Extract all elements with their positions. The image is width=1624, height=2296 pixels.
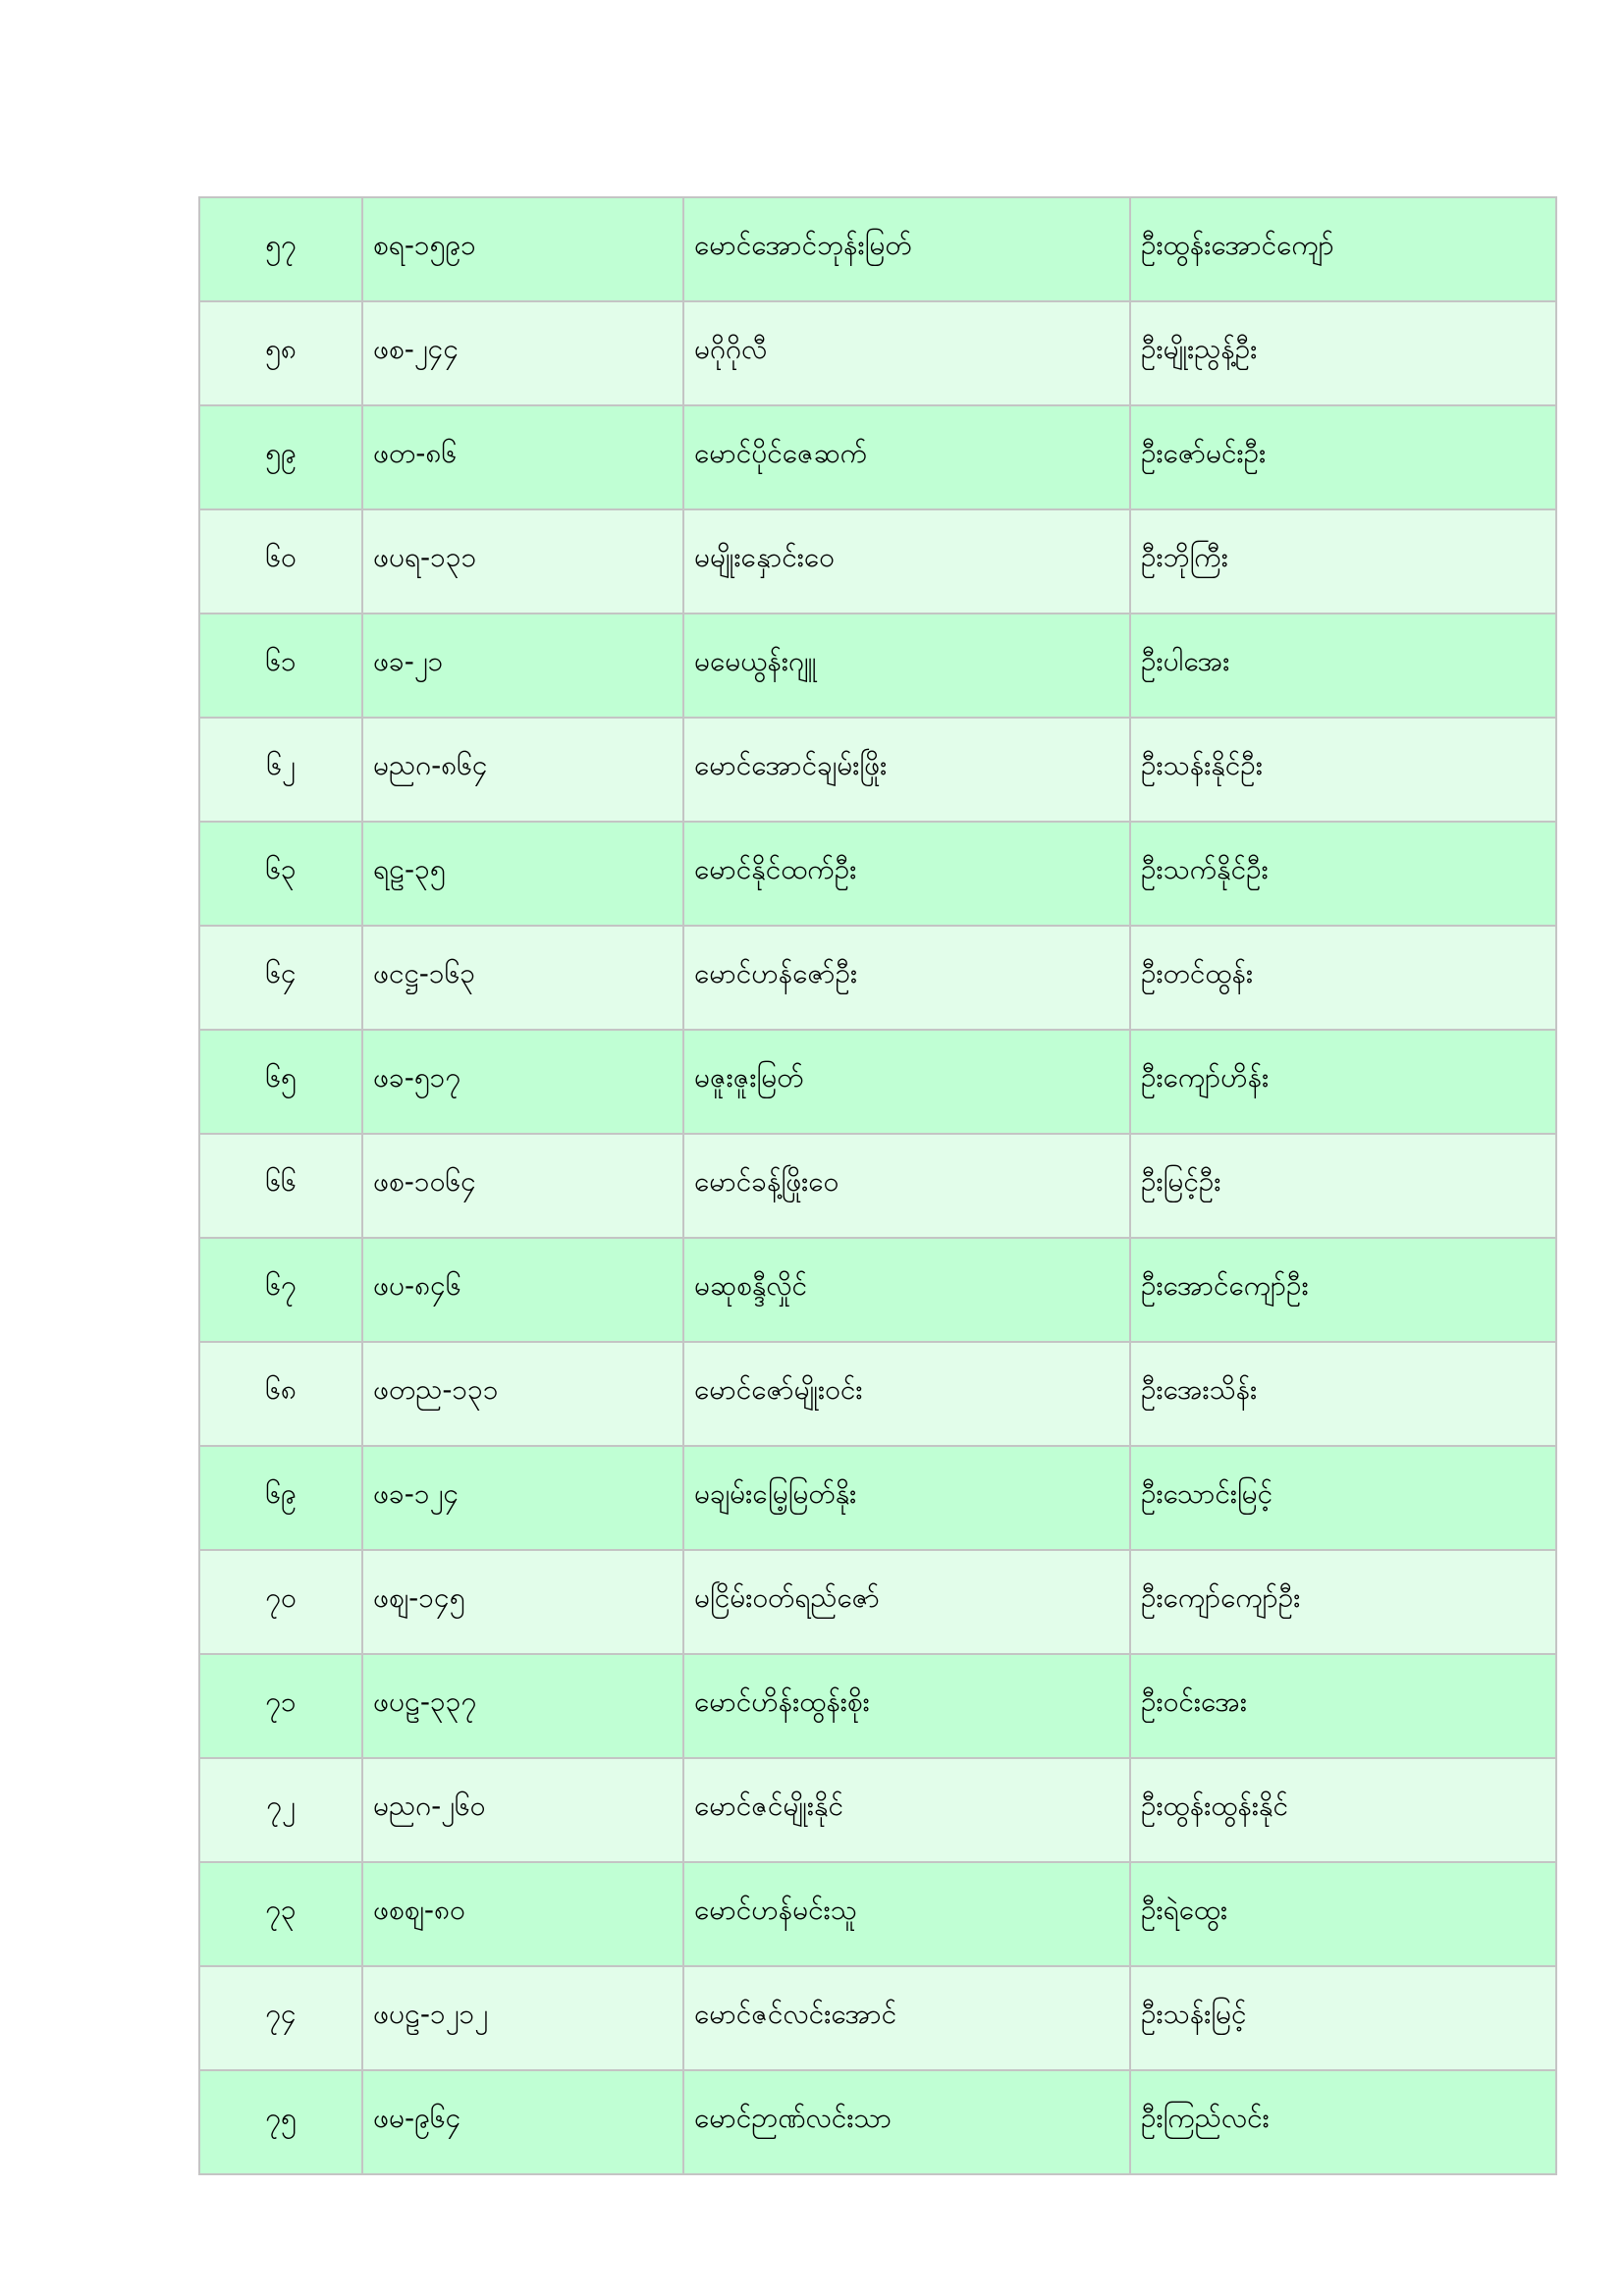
student-name-cell: မောင်ဉာဏ်လင်းသာ [683, 2070, 1130, 2174]
registration-code-cell: ဖငဋ္ဌ-၁၆၃ [362, 926, 683, 1030]
registration-code-cell: ဖပဠ-၁၂၁၂ [362, 1966, 683, 2070]
table-row [199, 1550, 1556, 1654]
student-name-cell: မဂိုဂိုလီ [683, 301, 1130, 405]
father-name-cell: ဦးပါအေး [1130, 614, 1556, 718]
table-row [199, 1342, 1556, 1446]
table-row [199, 509, 1556, 614]
student-table [198, 196, 1557, 2175]
row-number-cell: ၇၁ [199, 1654, 362, 1758]
registration-code-cell: ဖခ-၂၁ [362, 614, 683, 718]
registration-code-cell: ရဠ-၃၅ [362, 822, 683, 926]
father-name-cell: ဦးထွန်းအောင်ကျော် [1130, 197, 1556, 301]
student-name-cell: မငြိမ်းဝတ်ရည်ဇော် [683, 1550, 1130, 1654]
registration-code-cell: ဖစျ-၁၄၅ [362, 1550, 683, 1654]
registration-code-cell: ဖပ-၈၄၆ [362, 1238, 683, 1342]
student-name-cell: မဇူးဇူးမြတ် [683, 1030, 1130, 1134]
father-name-cell: ဦးဘိုကြီး [1130, 509, 1556, 614]
father-name-cell: ဦးတင်ထွန်း [1130, 926, 1556, 1030]
registration-code-cell: မညဂ-၈၆၄ [362, 718, 683, 822]
student-name-cell: မောင်ဇော်မျိုးဝင်း [683, 1342, 1130, 1446]
registration-code-cell: ဖစ-၂၄၄ [362, 301, 683, 405]
student-name-cell: မောင်ဟိန်းထွန်းစိုး [683, 1654, 1130, 1758]
row-number-cell: ၆၄ [199, 926, 362, 1030]
table-row [199, 1862, 1556, 1966]
row-number-cell: ၇၄ [199, 1966, 362, 2070]
table-row [199, 1238, 1556, 1342]
father-name-cell: ဦးရဲထွေး [1130, 1862, 1556, 1966]
student-name-cell: မောင်အောင်ချမ်းဖြိုး [683, 718, 1130, 822]
student-name-cell: မောင်အောင်ဘုန်းမြတ် [683, 197, 1130, 301]
table-row [199, 1446, 1556, 1550]
registration-code-cell: ဖတ-၈၆ [362, 405, 683, 509]
student-name-cell: မောင်ဇင်လင်းအောင် [683, 1966, 1130, 2070]
row-number-cell: ၆၀ [199, 509, 362, 614]
row-number-cell: ၇၂ [199, 1758, 362, 1862]
father-name-cell: ဦးသန်းနိုင်ဦး [1130, 718, 1556, 822]
father-name-cell: ဦးသက်နိုင်ဦး [1130, 822, 1556, 926]
registration-code-cell: ဖမ-၉၆၄ [362, 2070, 683, 2174]
student-name-cell: မောင်ခန့်ဖြိုးဝေ [683, 1134, 1130, 1238]
table-row [199, 926, 1556, 1030]
father-name-cell: ဦးကြည်လင်း [1130, 2070, 1556, 2174]
father-name-cell: ဦးကျော်ကျော်ဦး [1130, 1550, 1556, 1654]
father-name-cell: ဦးမြင့်ဦး [1130, 1134, 1556, 1238]
row-number-cell: ၇၀ [199, 1550, 362, 1654]
student-name-cell: မောင်ဟန်ဇော်ဦး [683, 926, 1130, 1030]
table-row [199, 1134, 1556, 1238]
row-number-cell: ၆၈ [199, 1342, 362, 1446]
student-name-cell: မမေယွန်းဂျူ [683, 614, 1130, 718]
row-number-cell: ၅၉ [199, 405, 362, 509]
table-row [199, 1758, 1556, 1862]
student-name-cell: မောင်ဟန်မင်းသူ [683, 1862, 1130, 1966]
table-row [199, 301, 1556, 405]
father-name-cell: ဦးဝင်းအေး [1130, 1654, 1556, 1758]
father-name-cell: ဦးကျော်ဟိန်း [1130, 1030, 1556, 1134]
father-name-cell: ဦးသောင်းမြင့် [1130, 1446, 1556, 1550]
registration-code-cell: မညဂ-၂၆၀ [362, 1758, 683, 1862]
student-name-cell: မောင်နိုင်ထက်ဦး [683, 822, 1130, 926]
row-number-cell: ၆၃ [199, 822, 362, 926]
registration-code-cell: ဖပဠ-၃၃၇ [362, 1654, 683, 1758]
registration-code-cell: ဖပရ-၁၃၁ [362, 509, 683, 614]
student-name-cell: မောင်ဇင်မျိုးနိုင် [683, 1758, 1130, 1862]
student-name-cell: မမျိုးနှောင်းဝေ [683, 509, 1130, 614]
student-name-cell: မဆုစန္ဒီလှိုင် [683, 1238, 1130, 1342]
table-row [199, 822, 1556, 926]
row-number-cell: ၆၇ [199, 1238, 362, 1342]
table-row [199, 614, 1556, 718]
student-name-cell: မောင်ပိုင်ဇေဆက် [683, 405, 1130, 509]
table-row [199, 718, 1556, 822]
table-row [199, 1030, 1556, 1134]
registration-code-cell: ဖတည-၁၃၁ [362, 1342, 683, 1446]
registration-code-cell: ဖစ-၁၀၆၄ [362, 1134, 683, 1238]
table-row [199, 1966, 1556, 2070]
row-number-cell: ၅၈ [199, 301, 362, 405]
table-row [199, 1654, 1556, 1758]
row-number-cell: ၆၅ [199, 1030, 362, 1134]
registration-code-cell: ဖစစျ-၈၀ [362, 1862, 683, 1966]
registration-code-cell: စရ-၁၅၉၁ [362, 197, 683, 301]
table-row [199, 197, 1556, 301]
row-number-cell: ၆၁ [199, 614, 362, 718]
father-name-cell: ဦးအေးသိန်း [1130, 1342, 1556, 1446]
student-table-body [199, 197, 1556, 2174]
row-number-cell: ၆၉ [199, 1446, 362, 1550]
registration-code-cell: ဖခ-၅၁၇ [362, 1030, 683, 1134]
row-number-cell: ၆၆ [199, 1134, 362, 1238]
father-name-cell: ဦးသန်းမြင့် [1130, 1966, 1556, 2070]
row-number-cell: ၆၂ [199, 718, 362, 822]
table-row [199, 2070, 1556, 2174]
student-name-cell: မချမ်းမြေ့မြတ်နိုး [683, 1446, 1130, 1550]
row-number-cell: ၇၃ [199, 1862, 362, 1966]
father-name-cell: ဦးအောင်ကျော်ဦး [1130, 1238, 1556, 1342]
table-row [199, 405, 1556, 509]
father-name-cell: ဦးဇော်မင်းဦး [1130, 405, 1556, 509]
row-number-cell: ၇၅ [199, 2070, 362, 2174]
row-number-cell: ၅၇ [199, 197, 362, 301]
father-name-cell: ဦးမျိုးညွန့်ဦး [1130, 301, 1556, 405]
registration-code-cell: ဖခ-၁၂၄ [362, 1446, 683, 1550]
father-name-cell: ဦးထွန်းထွန်းနိုင် [1130, 1758, 1556, 1862]
